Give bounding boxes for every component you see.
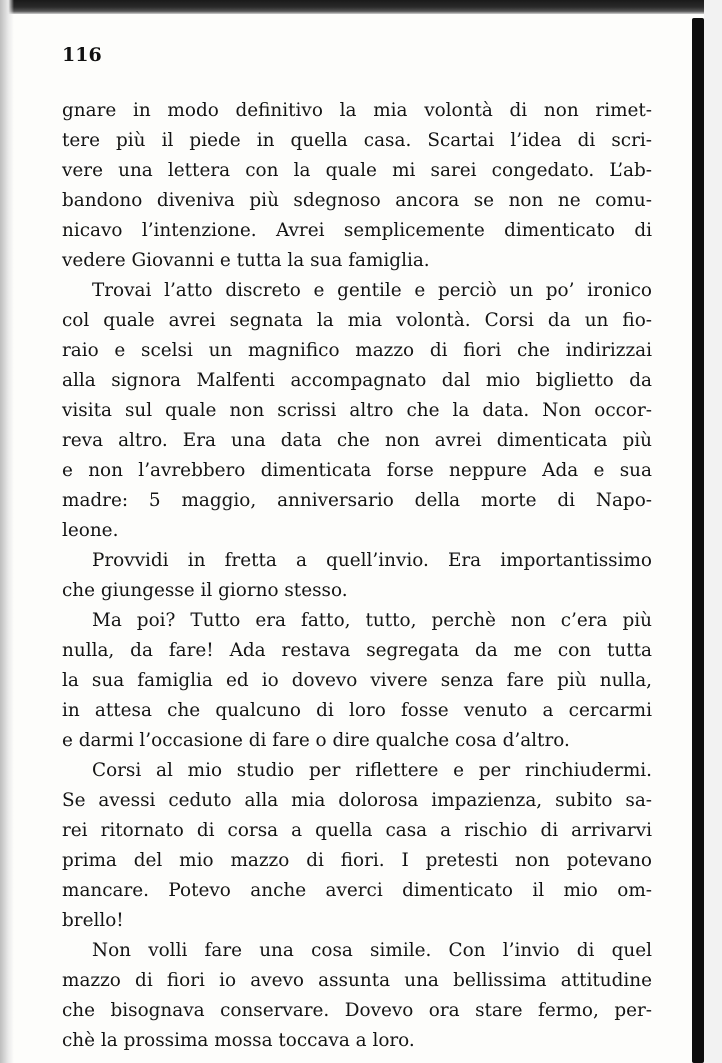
text-line: Provvidi in fretta a quell’invio. Era importantissimo (92, 550, 652, 571)
text-line: che bisognava conservare. Dovevo ora stare fermo, per- (62, 1000, 652, 1021)
text-line: visita sul quale non scrissi altro che la data. Non occor- (62, 400, 652, 421)
text-line: che giungesse il giorno stesso. (62, 580, 348, 601)
scan-right-edge (704, 0, 722, 1063)
text-line: mancare. Potevo anche averci dimenticato il mio om- (62, 880, 652, 901)
text-line: reva altro. Era una data che non avrei dimenticata più (62, 430, 652, 451)
text-line: vedere Giovanni e tutta la sua famiglia. (62, 250, 430, 271)
text-line: rei ritornato di corsa a quella casa a rischio di arrivarvi (62, 820, 652, 841)
text-line: madre: 5 maggio, anniversario della morte di Napo- (62, 490, 652, 511)
text-line: chè la prossima mossa toccava a loro. (62, 1030, 415, 1051)
text-line: mazzo di fiori io avevo assunta una bellissima attitudine (62, 970, 652, 991)
text-line: raio e scelsi un magnifico mazzo di fiori che indirizzai (62, 340, 652, 361)
text-line: Se avessi ceduto alla mia dolorosa impazienza, subito sa- (62, 790, 652, 811)
text-line: e non l’avrebbero dimenticata forse neppure Ada e sua (62, 460, 652, 481)
text-line: nicavo l’intenzione. Avrei semplicemente dimenticato di (62, 220, 652, 241)
scan-top-border (0, 0, 722, 14)
text-line: Trovai l’atto discreto e gentile e perciò un po’ ironico (92, 280, 652, 301)
text-line: la sua famiglia ed io dovevo vivere senza fare più nulla, (62, 670, 652, 691)
text-line: leone. (62, 520, 119, 541)
scan-left-edge (0, 0, 14, 1063)
text-line: Non volli fare una cosa simile. Con l’invio di quel (92, 940, 652, 961)
text-line: tere più il piede in quella casa. Scartai l’idea di scri- (62, 130, 652, 151)
text-line: e darmi l’occasione di fare o dire qualche cosa d’altro. (62, 730, 570, 751)
text-line: bandono diveniva più sdegnoso ancora se non ne comu- (62, 190, 652, 211)
text-line: gnare in modo definitivo la mia volontà di non rimet- (62, 100, 652, 121)
text-line: brello! (62, 910, 124, 931)
page-number: 116 (62, 44, 102, 66)
scan-right-bar (692, 18, 704, 1063)
text-line: in attesa che qualcuno di loro fosse venuto a cercarmi (62, 700, 652, 721)
text-line: Corsi al mio studio per riflettere e per rinchiudermi. (92, 760, 652, 781)
text-line: alla signora Malfenti accompagnato dal mio biglietto da (62, 370, 652, 391)
body-text (62, 96, 652, 1056)
text-line: Ma poi? Tutto era fatto, tutto, perchè non c’era più (92, 610, 652, 631)
text-line: nulla, da fare! Ada restava segregata da me con tutta (62, 640, 652, 661)
text-line: vere una lettera con la quale mi sarei congedato. L’ab- (62, 160, 652, 181)
text-line: col quale avrei segnata la mia volontà. Corsi da un fio- (62, 310, 652, 331)
text-line: prima del mio mazzo di fiori. I pretesti non potevano (62, 850, 652, 871)
